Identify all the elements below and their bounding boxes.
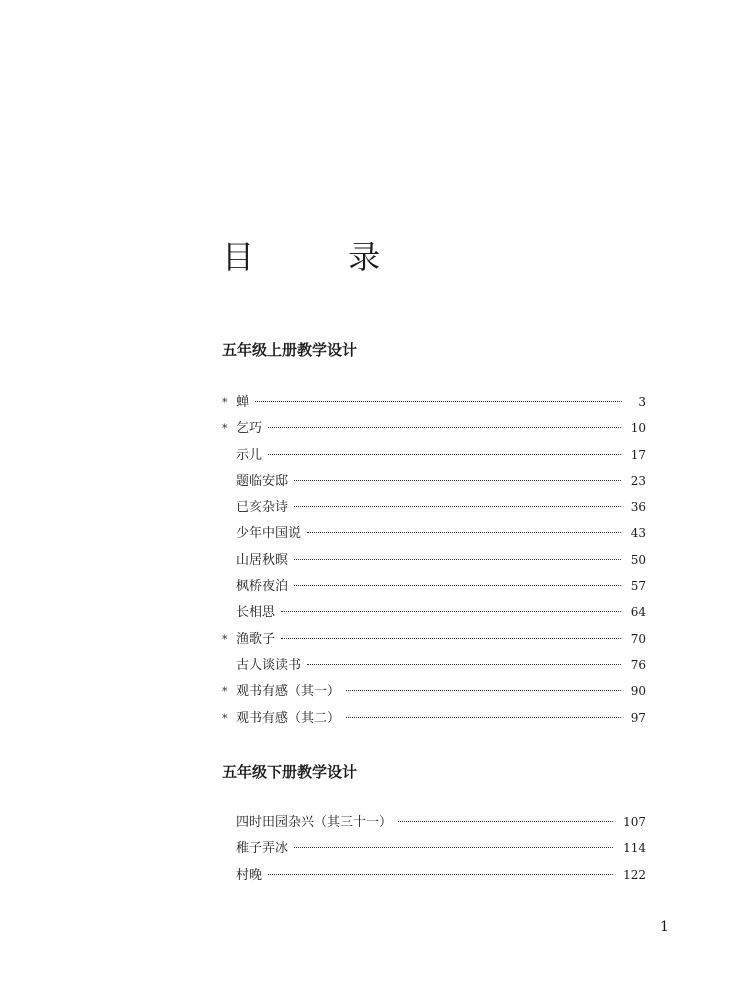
- optional-lesson-mark: *: [222, 422, 228, 436]
- optional-lesson-mark: *: [222, 711, 228, 725]
- toc-entry-page-number: 57: [630, 579, 646, 594]
- dot-leader: [398, 821, 613, 822]
- toc-entry[interactable]: [222, 862, 646, 888]
- toc-entry-page-number: 90: [630, 684, 646, 699]
- dot-leader: [346, 690, 621, 691]
- dot-leader: [294, 506, 621, 507]
- toc-entry-page-number: 107: [623, 815, 646, 829]
- toc-entry-page-number: 23: [630, 473, 646, 488]
- toc-entry-title: 村晚: [236, 867, 263, 883]
- toc-entry-title: 少年中国说: [236, 526, 302, 542]
- toc-entry-title: 示儿: [236, 447, 263, 463]
- dot-leader: [268, 427, 621, 428]
- toc-entry[interactable]: [222, 705, 646, 731]
- dot-leader: [268, 874, 613, 875]
- toc-entry-title: 乞巧: [236, 421, 263, 437]
- toc-entry[interactable]: [222, 442, 646, 468]
- toc-entry[interactable]: [222, 520, 646, 546]
- toc-entry-title: 长相思: [236, 605, 276, 621]
- toc-entry-page-number: 122: [623, 867, 646, 882]
- toc-entry-page-number: 50: [630, 552, 646, 567]
- toc-entry[interactable]: [222, 415, 646, 441]
- dot-leader: [346, 717, 621, 718]
- dot-leader: [307, 532, 621, 533]
- toc-entry-page-number: 97: [630, 710, 646, 725]
- toc-entry[interactable]: [222, 835, 646, 861]
- toc-entry-title: 稚子弄冰: [236, 841, 289, 857]
- toc-entry-page-number: 36: [630, 500, 646, 515]
- dot-leader: [294, 585, 621, 586]
- toc-entry-page-number: 3: [638, 395, 646, 409]
- dot-leader: [294, 559, 621, 560]
- page-number: 1: [660, 919, 669, 935]
- toc-entry[interactable]: [222, 468, 646, 494]
- toc-entry[interactable]: [222, 626, 646, 652]
- dot-leader: [307, 664, 621, 665]
- toc-entry-title: 枫桥夜泊: [236, 579, 289, 595]
- toc-entry-title: 山居秋暝: [236, 552, 289, 568]
- toc-entry[interactable]: [222, 652, 646, 678]
- toc-entry-title: 观书有感（其一）: [236, 684, 341, 700]
- toc-entry-page-number: 43: [630, 526, 646, 541]
- toc-entry-title: 古人谈读书: [236, 657, 302, 673]
- dot-leader: [294, 847, 613, 848]
- toc-entry[interactable]: [222, 809, 646, 835]
- toc-entry-title: 渔歌子: [236, 631, 276, 647]
- toc-entry[interactable]: [222, 678, 646, 704]
- dot-leader: [268, 454, 621, 455]
- toc-entry[interactable]: [222, 573, 646, 599]
- section-heading-grade5-vol2: 五年级下册教学设计: [222, 763, 358, 781]
- dot-leader: [281, 638, 621, 639]
- toc-entry-page-number: 10: [630, 421, 646, 436]
- toc-entry-title: 蝉: [236, 395, 250, 410]
- toc-entry-page-number: 76: [630, 657, 646, 672]
- dot-leader: [281, 611, 621, 612]
- toc-list-grade5-vol1: [222, 389, 646, 731]
- toc-entry-page-number: 114: [623, 841, 646, 856]
- page-title: 目 录: [222, 238, 423, 277]
- dot-leader: [294, 480, 621, 481]
- toc-entry-page-number: 17: [630, 447, 646, 462]
- optional-lesson-mark: *: [222, 632, 228, 646]
- toc-entry[interactable]: [222, 547, 646, 573]
- toc-entry[interactable]: [222, 599, 646, 625]
- optional-lesson-mark: *: [222, 396, 228, 409]
- toc-entry[interactable]: [222, 494, 646, 520]
- dot-leader: [255, 401, 622, 402]
- toc-entry-title: 四时田园杂兴（其三十一）: [236, 815, 393, 830]
- toc-entry-title: 已亥杂诗: [236, 500, 289, 516]
- toc-entry[interactable]: [222, 389, 646, 415]
- optional-lesson-mark: *: [222, 685, 228, 699]
- toc-entry-title: 题临安邸: [236, 473, 289, 489]
- toc-entry-title: 观书有感（其二）: [236, 710, 341, 726]
- toc-entry-page-number: 70: [630, 631, 646, 646]
- toc-entry-page-number: 64: [630, 605, 646, 620]
- toc-list-grade5-vol2: [222, 809, 646, 888]
- section-heading-grade5-vol1: 五年级上册教学设计: [222, 341, 358, 359]
